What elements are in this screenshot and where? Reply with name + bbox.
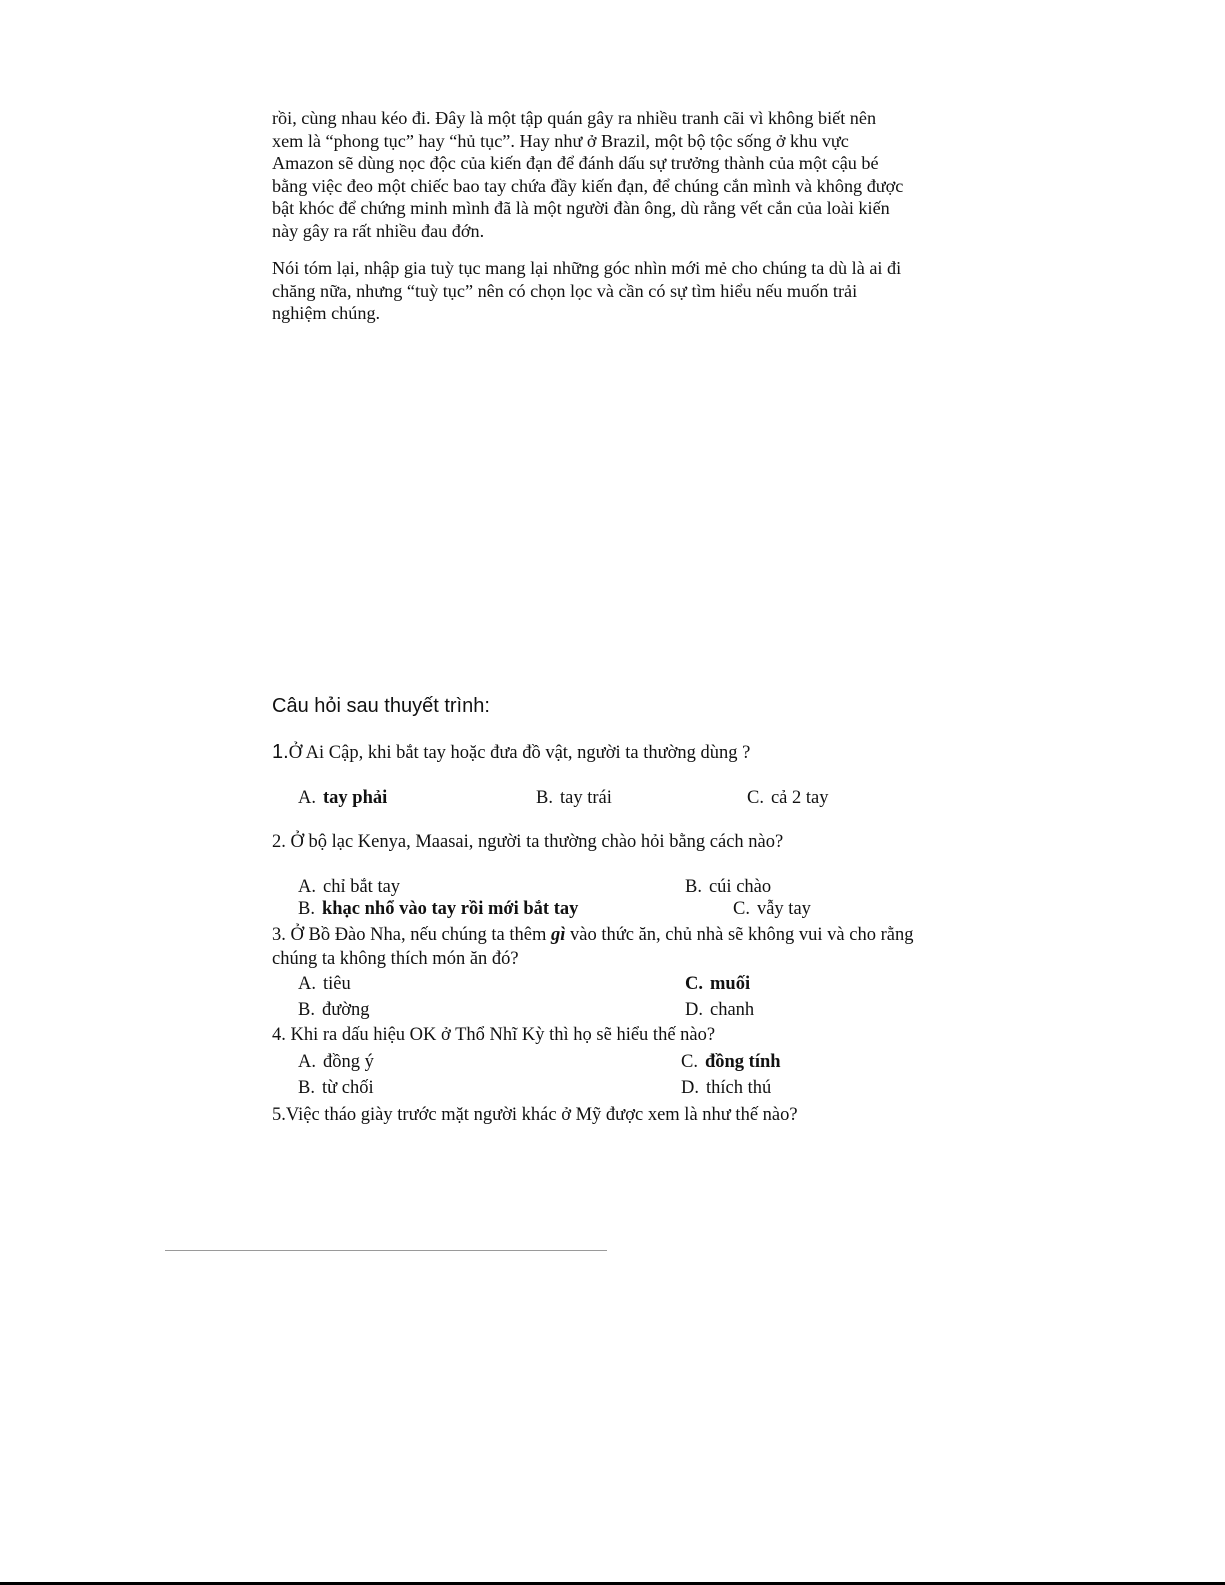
paragraph-line: rồi, cùng nhau kéo đi. Đây là một tập quán gây ra nhiều tranh cãi vì không biết nên [272, 108, 877, 128]
question-1 [272, 740, 750, 765]
q3-option-a: A. tiêu [298, 974, 351, 994]
question-4 [272, 1023, 715, 1047]
footnote-separator [165, 1250, 607, 1251]
question-text: Việc tháo giày trước mặt người khác ở Mỹ được xem là như thế nào? [285, 1105, 798, 1125]
paragraph-line: chăng nữa, nhưng “tuỳ tục” nên có chọn lọc và cần có sự tìm hiểu nếu muốn trải [272, 280, 858, 301]
q3-option-d: D. chanh [685, 1000, 755, 1020]
q4-option-b: B. từ chối [298, 1078, 374, 1098]
questions-heading: Câu hỏi sau thuyết trình: [272, 695, 490, 717]
question-text: Ở bộ lạc Kenya, Maasai, người ta thường chào hỏi bằng cách nào? [290, 832, 784, 852]
q2-option-b2: B. khạc nhổ vào tay rồi mới bắt tay [298, 899, 579, 919]
question-number: 4. [272, 1025, 286, 1045]
paragraph-line: xem là “phong tục” hay “hủ tục”. Hay như ở Brazil, một bộ tộc sống ở khu vực [272, 130, 849, 151]
q2-option-a: A. chỉ bắt tay [298, 877, 401, 897]
q3-option-b: B. đường [298, 1000, 370, 1020]
q2-option-c: C. vẫy tay [733, 899, 811, 919]
question-number: 3. [272, 925, 286, 945]
question-2 [272, 830, 783, 854]
question-3: 3. Ở Bồ Đào Nha, nếu chúng ta thêm gì vào thức ăn, chủ nhà sẽ không vui và cho rằng [272, 925, 914, 945]
q4-option-c: C. đồng tính [681, 1052, 781, 1072]
q4-option-d: D. thích thú [681, 1078, 772, 1098]
paragraph-line: bằng việc đeo một chiếc bao tay chứa đầy kiến đạn, để chúng cắn mình và không được [272, 175, 904, 196]
question-text: Ở Ai Cập, khi bắt tay hoặc đưa đồ vật, người ta thường dùng ? [288, 743, 751, 763]
question-3-line2: chúng ta không thích món ăn đó? [272, 949, 519, 969]
paragraph-line: này gây ra rất nhiều đau đớn. [272, 220, 485, 241]
question-5 [272, 1103, 798, 1127]
question-number: 2. [272, 832, 286, 852]
paragraph-line: Amazon sẽ dùng nọc độc của kiến đạn để đánh dấu sự trưởng thành của một cậu bé [272, 153, 879, 173]
q1-option-c: C. cả 2 tay [747, 788, 829, 808]
intro-paragraph [272, 107, 962, 242]
question-number: 5. [272, 1105, 286, 1125]
q4-option-a: A. đồng ý [298, 1052, 374, 1072]
q1-option-a: A. tay phải [298, 788, 388, 808]
q3-option-c: C. muối [685, 974, 751, 994]
conclusion-paragraph [272, 257, 962, 325]
question-number: 1. [272, 741, 289, 763]
q2-option-b: B. cúi chào [685, 877, 772, 897]
paragraph-line: bật khóc để chứng minh mình đã là một người đàn ông, dù rằng vết cắn của loài kiến [272, 198, 890, 218]
paragraph-line: Nói tóm lại, nhập gia tuỳ tục mang lại những góc nhìn mới mẻ cho chúng ta dù là ai đi [272, 258, 902, 278]
q1-option-b: B. tay trái [536, 788, 612, 808]
paragraph-line: nghiệm chúng. [272, 303, 381, 323]
question-text: Khi ra dấu hiệu OK ở Thổ Nhĩ Kỳ thì họ sẽ hiểu thế nào? [290, 1025, 716, 1045]
